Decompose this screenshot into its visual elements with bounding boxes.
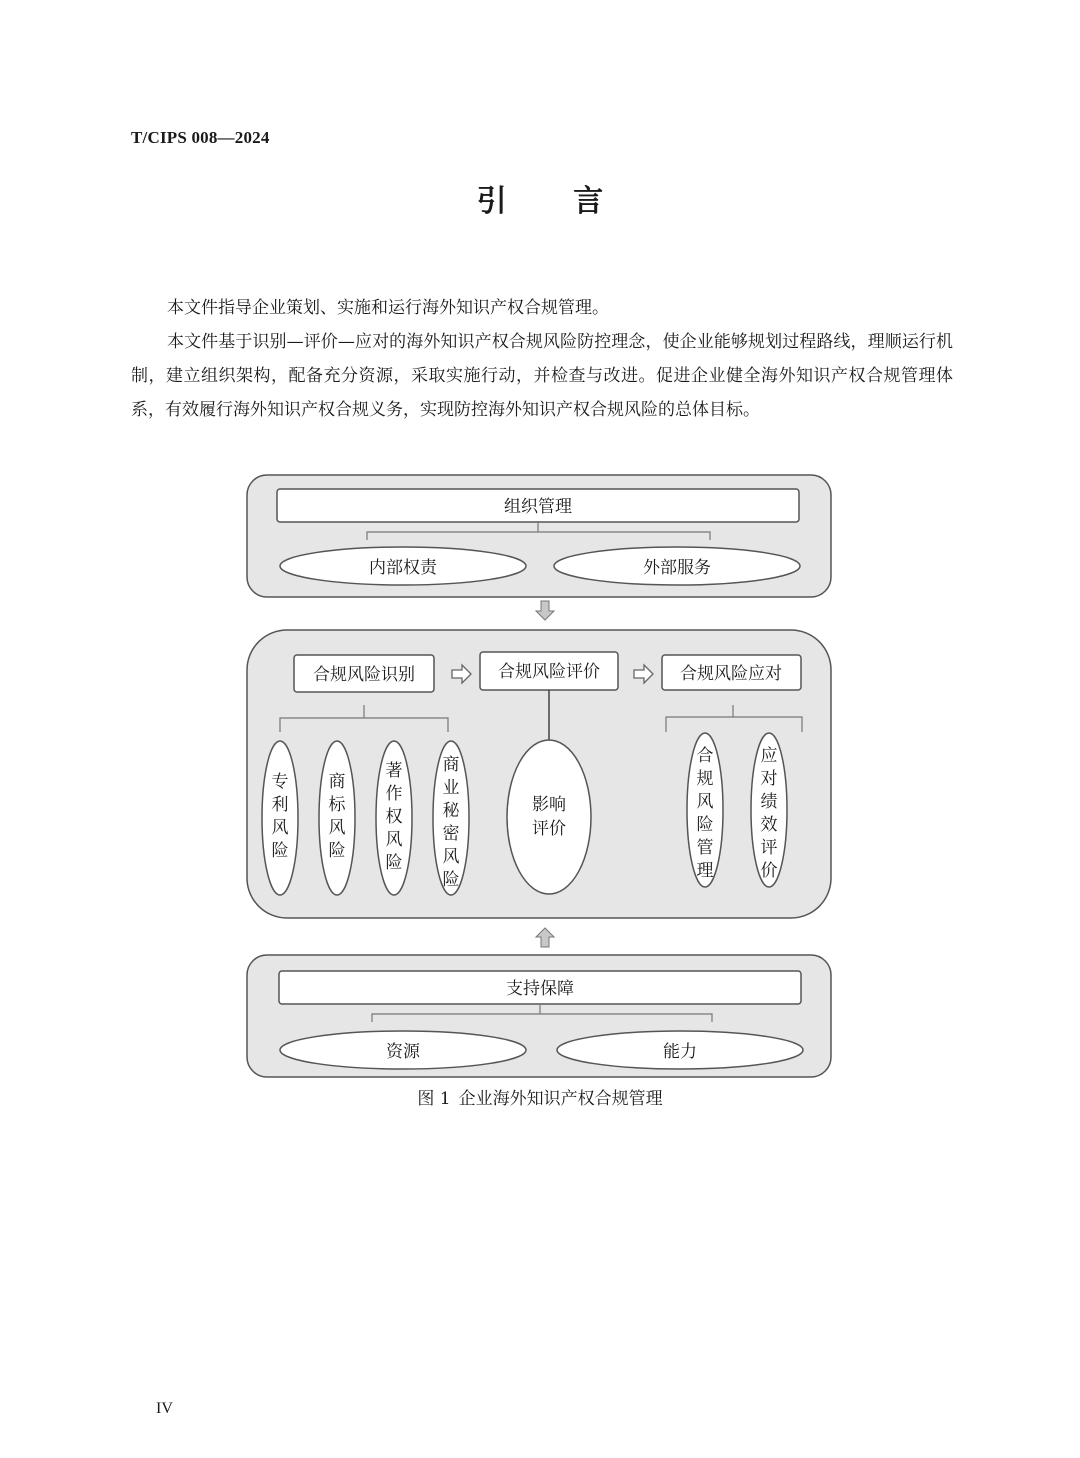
figure-caption [0, 1084, 1080, 1109]
vertical-char: 标 [328, 795, 346, 815]
vertical-char: 风 [328, 818, 346, 838]
vertical-char: 对 [760, 769, 778, 789]
capability-label: 能力 [663, 1042, 697, 1062]
down-arrow-icon [536, 601, 554, 620]
vertical-char: 险 [385, 853, 403, 873]
vertical-char: 商 [442, 755, 460, 775]
up-arrow-icon [536, 928, 554, 947]
page-number: IV [156, 1400, 173, 1417]
copyright-risk-text [386, 761, 403, 873]
vertical-char: 管 [696, 838, 714, 858]
vertical-char: 风 [385, 830, 403, 850]
title-char-1: 引 [476, 184, 507, 219]
vertical-char: 秘 [442, 801, 460, 821]
step-evaluate-label: 合规风险评价 [498, 662, 600, 682]
vertical-char: 权 [385, 807, 403, 827]
vertical-char: 专 [271, 772, 289, 792]
step-identify-label: 合规风险识别 [313, 665, 415, 685]
vertical-char: 风 [696, 792, 714, 812]
vertical-char: 利 [271, 795, 289, 815]
vertical-char: 险 [328, 841, 346, 861]
vertical-char: 险 [696, 815, 714, 835]
vertical-char: 评价 [532, 819, 566, 839]
paragraph-1: 本文件指导企业策划、实施和运行海外知识产权合规管理。 [167, 298, 609, 318]
vertical-char: 著 [385, 761, 403, 781]
vertical-char: 评 [760, 838, 778, 858]
figure-number: 图 1 [417, 1089, 451, 1109]
copyright-risk-label [386, 761, 403, 873]
paragraph-2: 本文件基于识别—评价—应对的海外知识产权合规风险防控理念，使企业能够规划过程路线，理顺运行机制，建立组织架构，配备充分资源，采取实施行动，并检查与改进。促进企业健全海外知识产权合规管理体系，有效履行海外知识产权合规义务，实现防控海外知识产权合规风险的总体目标。 [131, 332, 953, 420]
vertical-char: 效 [760, 815, 778, 835]
internal-duty-label: 内部权责 [369, 558, 437, 578]
external-service-label: 外部服务 [643, 558, 711, 578]
vertical-char: 险 [442, 870, 460, 890]
impact-evaluation-ellipse [507, 740, 591, 894]
vertical-char: 规 [696, 769, 714, 789]
vertical-char: 险 [271, 841, 289, 861]
document-id: T/CIPS 008—2024 [131, 128, 270, 147]
step-respond-label: 合规风险应对 [680, 664, 782, 684]
figure-caption-text: 企业海外知识产权合规管理 [458, 1089, 663, 1109]
vertical-char: 商 [328, 772, 346, 792]
vertical-char: 价 [760, 861, 778, 881]
vertical-char: 作 [385, 784, 403, 804]
vertical-char: 密 [442, 824, 460, 844]
vertical-char: 绩 [760, 792, 778, 812]
vertical-char: 应 [760, 746, 778, 766]
title-char-2: 言 [573, 184, 604, 219]
vertical-char: 理 [696, 861, 714, 881]
vertical-char: 合 [696, 746, 714, 766]
resources-label: 资源 [386, 1042, 420, 1062]
org-title: 组织管理 [504, 497, 572, 517]
vertical-char: 风 [442, 847, 460, 867]
vertical-char: 风 [271, 818, 289, 838]
vertical-char: 业 [442, 778, 460, 798]
vertical-char: 影响 [532, 795, 566, 815]
support-title: 支持保障 [506, 979, 574, 999]
